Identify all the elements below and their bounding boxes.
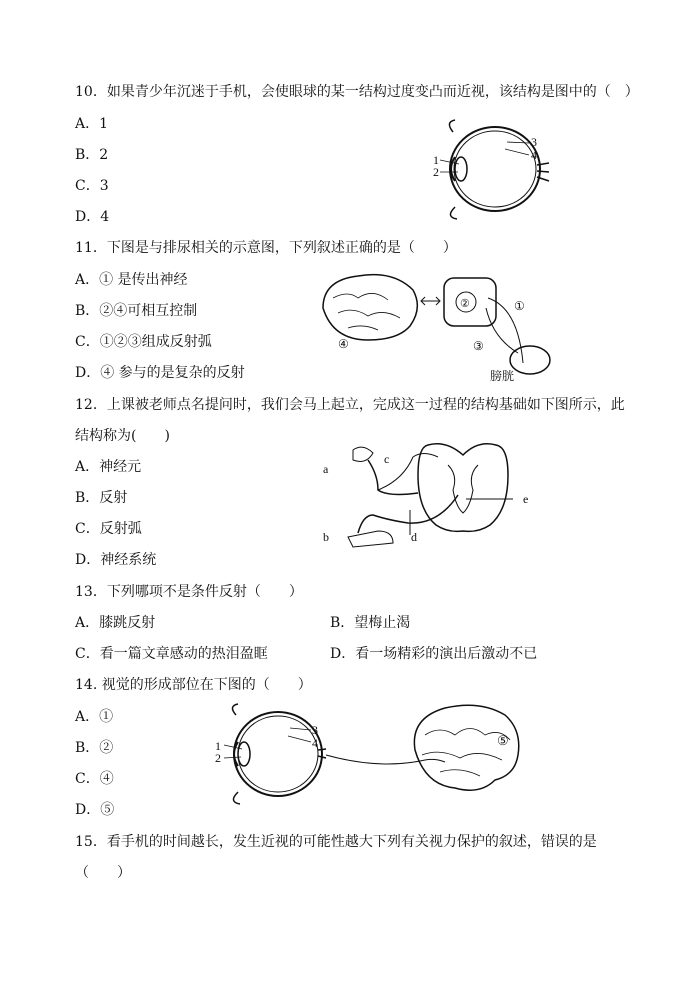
q10-stem: 10．如果青少年沉迷于手机，会使眼球的某一结构过度变凸而近视，该结构是图中的（ ） xyxy=(75,84,639,100)
q11-urination-figure xyxy=(318,268,563,383)
q11-fig-label-bladder: 膀胱 xyxy=(490,369,515,383)
q14-fig-label-1: 1 xyxy=(215,739,221,753)
q14-option-a: A．① xyxy=(75,709,114,725)
q12-option-c: C．反射弧 xyxy=(75,521,142,537)
q14-fig-label-5: ⑤ xyxy=(497,733,509,748)
q10-fig-label-4: 4 xyxy=(531,148,537,162)
q15-stem-line1: 15．看手机的时间越长，发生近视的可能性越大下列有关视力保护的叙述，错误的是 xyxy=(75,834,597,850)
q10-option-d: D．4 xyxy=(75,209,110,225)
q14-fig-label-3: 3 xyxy=(312,723,318,737)
q10-option-a: A．1 xyxy=(75,116,109,132)
q13-option-a: A．膝跳反射 xyxy=(75,615,156,631)
q14-option-c: C．④ xyxy=(75,771,114,787)
q13-stem: 13．下列哪项不是条件反射（ ） xyxy=(75,584,303,600)
q10-fig-label-1: 1 xyxy=(433,153,439,167)
q12-fig-label-e: e xyxy=(523,492,529,506)
q12-stem-line2: 结构称为( ) xyxy=(75,428,170,444)
q15-stem-line2: （ ） xyxy=(75,865,131,881)
q11-option-b: B．②④可相互控制 xyxy=(75,303,198,319)
q14-option-b: B．② xyxy=(75,740,114,756)
q11-stem: 11．下图是与排尿相关的示意图，下列叙述正确的是（ ） xyxy=(75,240,457,256)
q12-fig-label-c: c xyxy=(384,452,390,466)
q12-option-d: D．神经系统 xyxy=(75,552,157,568)
q14-eye-brain-figure xyxy=(210,700,530,808)
q10-option-b: B．2 xyxy=(75,147,109,163)
q13-option-c: C．看一篇文章感动的热泪盈眶 xyxy=(75,646,268,662)
q12-stem-line1: 12．上课被老师点名提问时，我们会马上起立，完成这一过程的结构基础如下图所示，此 xyxy=(75,397,625,413)
q10-fig-label-2: 2 xyxy=(433,165,439,179)
q12-fig-label-a: a xyxy=(323,462,329,476)
q12-option-a: A．神经元 xyxy=(75,459,142,475)
q10-option-c: C．3 xyxy=(75,178,109,194)
q11-fig-label-3: ③ xyxy=(473,339,484,353)
q10-eye-figure xyxy=(425,117,550,222)
q11-fig-label-2: ② xyxy=(460,298,470,310)
q11-fig-label-1: ① xyxy=(514,299,525,313)
q12-reflex-arc-figure xyxy=(318,435,543,553)
q12-option-b: B．反射 xyxy=(75,490,128,506)
q14-stem: 14. 视觉的形成部位在下图的（ ） xyxy=(75,677,312,693)
q14-fig-label-4: 4 xyxy=(312,736,318,750)
q14-fig-label-2: 2 xyxy=(215,751,221,765)
q14-option-d: D．⑤ xyxy=(75,802,115,818)
q11-option-d: D．④ 参与的是复杂的反射 xyxy=(75,365,245,381)
q12-fig-label-b: b xyxy=(323,530,329,544)
q10-fig-label-3: 3 xyxy=(531,135,537,149)
q11-option-a: A．① 是传出神经 xyxy=(75,272,188,288)
q13-option-d: D．看一场精彩的演出后激动不已 xyxy=(330,646,538,662)
q11-option-c: C．①②③组成反射弧 xyxy=(75,334,212,350)
q12-fig-label-d: d xyxy=(411,530,417,544)
q13-option-b: B．望梅止渴 xyxy=(330,615,411,631)
q11-fig-label-4: ④ xyxy=(338,337,349,351)
